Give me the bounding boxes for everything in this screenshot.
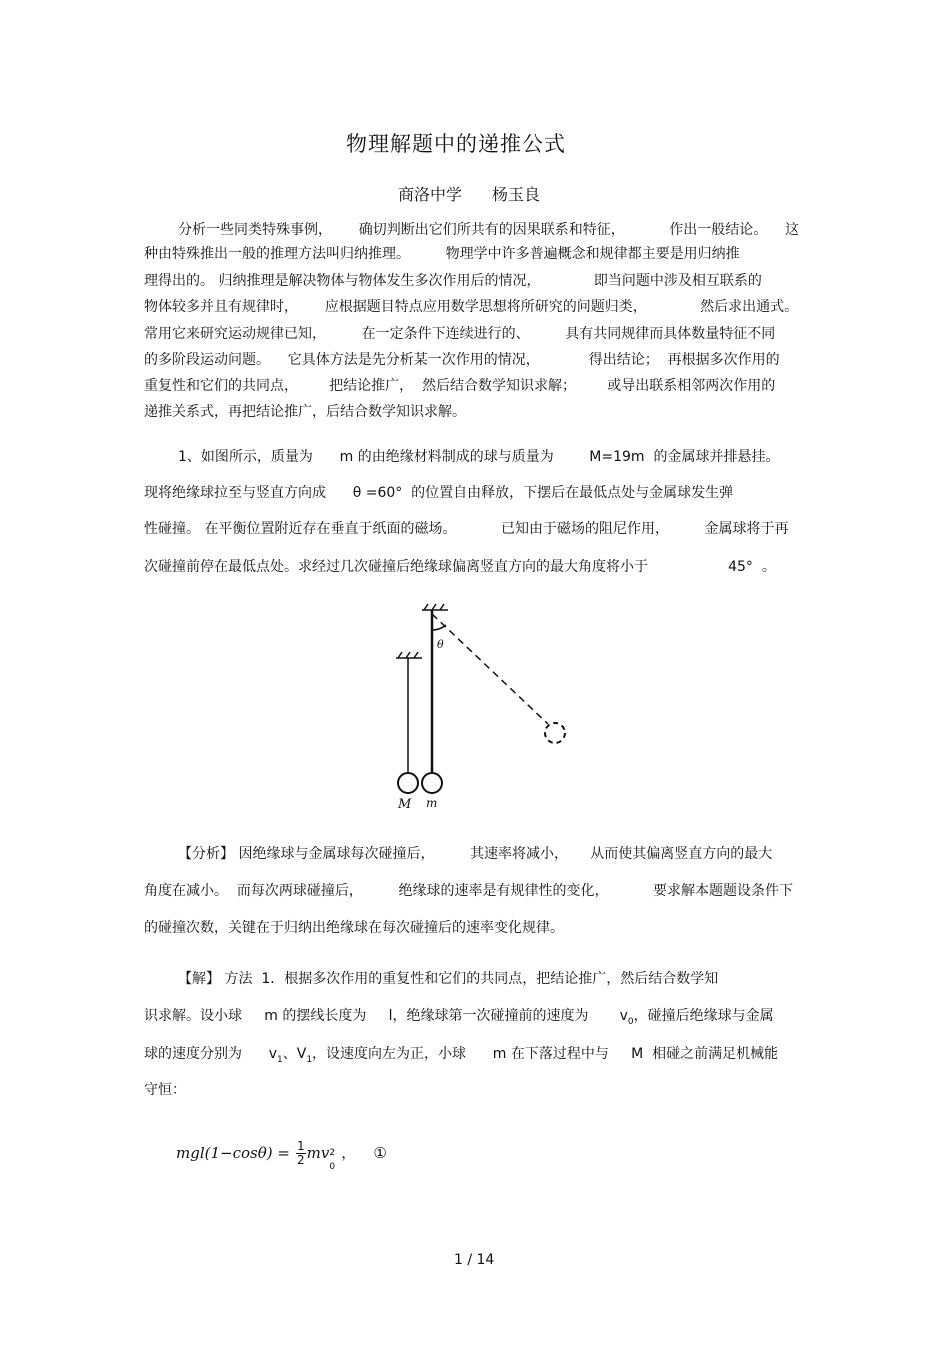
- author-school: 商洛中学: [398, 185, 463, 204]
- solution-line: [144, 1045, 778, 1070]
- equation-sup: 2: [329, 1148, 336, 1158]
- solution-line: 守恒：: [144, 1082, 186, 1098]
- solution-text: ，碰撞后绝缘球与金属: [633, 1008, 774, 1024]
- intro-line: 递推关系式，再把结论推广，后结合数学知识求解。: [144, 404, 466, 420]
- solution-line: [144, 1007, 774, 1032]
- ceiling-hatch-right: [422, 604, 448, 610]
- intro-line: 种由特殊推出一般的推理方法叫归纳推理。 物理学中许多普遍概念和规律都主要是用归纳推: [144, 246, 740, 262]
- problem-line: 1、如图所示，质量为 m 的由绝缘材料制成的球与质量为 M=19m 的金属球并排悬挂。: [178, 449, 780, 465]
- author-name: 杨玉良: [492, 185, 541, 204]
- page-number: 1 / 14: [454, 1252, 495, 1268]
- solution-text: 球的速度分别为 v: [144, 1046, 277, 1062]
- ceiling-hatch-left: [396, 652, 422, 658]
- label-M: M: [398, 797, 412, 812]
- ball-m: [422, 773, 442, 793]
- equation-marker: ①: [373, 1144, 387, 1162]
- solution-text: 、V: [282, 1046, 307, 1062]
- solution-text: 识求解。设小球 m 的摆线长度为 l，绝缘球第一次碰撞前的速度为 v: [144, 1008, 628, 1024]
- equation-1: [176, 1139, 387, 1172]
- solution-text: ，设速度向左为正，小球 m 在下落过程中与 M 相碰之前满足机械能: [312, 1046, 779, 1062]
- intro-line: 分析一些同类特殊事例， 确切判断出它们所共有的因果联系和特征， 作出一般结论。 这: [178, 222, 800, 238]
- pendulum-figure: [386, 600, 576, 814]
- analysis-line: 【分析】 因绝缘球与金属球每次碰撞后， 其速率将减小， 从而使其偏离竖直方向的最大: [178, 846, 773, 862]
- analysis-line: 角度在减小。 而每次两球碰撞后， 绝缘球的速率是有规律性的变化， 要求解本题题设条件下: [144, 883, 794, 899]
- intro-line: 物体较多并且有规律时， 应根据题目特点应用数学思想将所研究的问题归类， 然后求出通式。: [144, 299, 799, 315]
- analysis-line: 的碰撞次数，关键在于归纳出绝缘球在每次碰撞后的速率变化规律。: [144, 920, 564, 936]
- label-m: m: [426, 796, 438, 810]
- equation-lhs: mgl(1−cosθ) =: [176, 1144, 290, 1162]
- intro-line: 重复性和它们的共同点， 把结论推广， 然后结合数学知识求解； 或导出联系相邻两次作用的: [144, 378, 776, 394]
- intro-line: 理得出的。 归纳推理是解决物体与物体发生多次作用后的情况， 即当问题中涉及相互联系的: [144, 273, 762, 289]
- ball-M: [398, 773, 418, 793]
- equation-sub: 0: [329, 1162, 336, 1172]
- fraction: [296, 1140, 306, 1167]
- dashed-string: [432, 614, 548, 724]
- solution-line: 【解】 方法 1．根据多次作用的重复性和它们的共同点，把结论推广，然后结合数学知: [178, 971, 719, 987]
- subscript: 0: [627, 1016, 634, 1027]
- fraction-denominator: 2: [297, 1153, 305, 1167]
- intro-line: 的多阶段运动问题。 它具体方法是先分析某一次作用的情况， 得出结论； 再根据多次作用的: [144, 352, 780, 368]
- angle-arc: [432, 625, 446, 630]
- problem-line: 现将绝缘球拉至与竖直方向成 θ =60° 的位置自由释放，下摆后在最低点处与金属球发生弹: [144, 485, 734, 501]
- problem-line: 次碰撞前停在最低点处。求经过几次碰撞后绝缘球偏离竖直方向的最大角度将小于 45° 。: [144, 559, 776, 575]
- page-title: 物理解题中的递推公式: [346, 132, 566, 156]
- subscript: 1: [306, 1054, 313, 1065]
- intro-line: 常用它来研究运动规律已知， 在一定条件下连续进行的、 具有共同规律而具体数量特征不同: [144, 326, 776, 342]
- subscript: 1: [277, 1054, 283, 1065]
- equation-rhs: mv: [306, 1144, 330, 1162]
- author-line: [398, 182, 540, 205]
- fraction-numerator: 1: [297, 1139, 305, 1153]
- problem-line: 性碰撞。 在平衡位置附近存在垂直于纸面的磁场。 已知由于磁场的阻尼作用， 金属球将于再: [144, 521, 789, 537]
- equation-sep: ，: [341, 1146, 356, 1162]
- theta-label: θ: [437, 638, 444, 651]
- ball-m-displaced: [545, 723, 565, 743]
